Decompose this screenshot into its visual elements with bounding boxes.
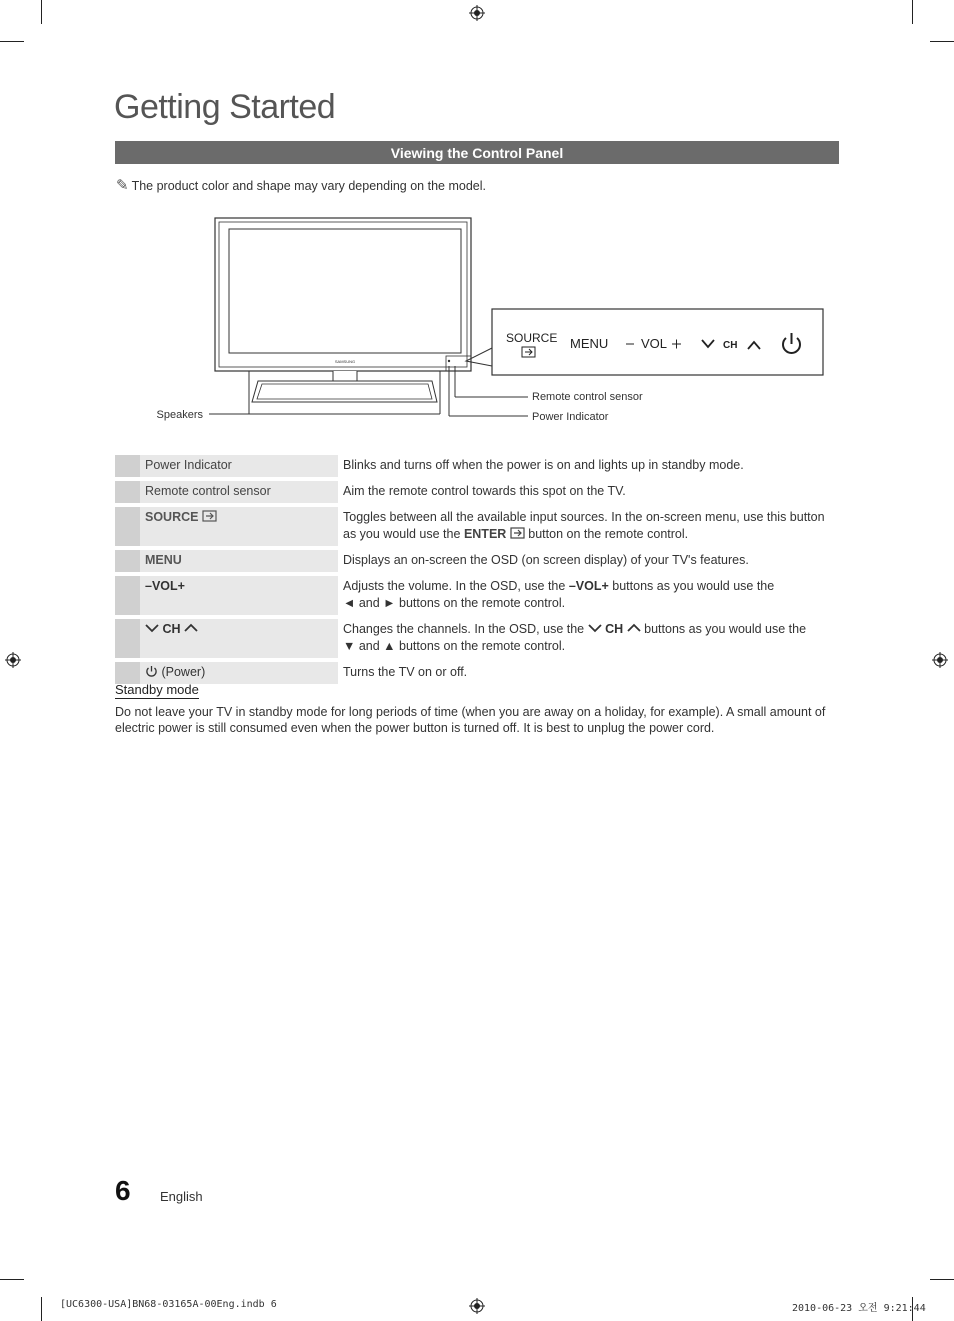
minus-icon: – (568, 579, 576, 593)
table-row (115, 550, 839, 572)
slug-date: 2010-06-23 오전 9:21:44 (792, 1303, 926, 1314)
callout-speakers: Speakers (156, 409, 203, 421)
table-row (115, 619, 839, 658)
section-banner: Viewing the Control Panel (115, 141, 839, 164)
chevron-down-icon (145, 623, 159, 633)
model-note-text: The product color and shape may vary depending on the model. (131, 179, 486, 193)
table-row (115, 662, 839, 684)
row-desc: Aim the remote control towards this spot on the TV. (343, 484, 626, 498)
power-icon (145, 665, 158, 678)
chevron-down-icon (588, 623, 602, 633)
table-row (115, 576, 839, 615)
row-desc: Blinks and turns off when the power is on and lights up in standby mode. (343, 458, 744, 472)
row-desc: Adjusts the volume. In the OSD, use the –VOL+ buttons as you would use the ◄ and ► buttons on the remote control. (343, 579, 775, 610)
row-desc: Toggles between all the available input sources. In the on-screen menu, use this button as you would use the ENTER button on the remote control. (343, 510, 825, 541)
page-title: Getting Started (114, 88, 336, 126)
row-desc: Turns the TV on or off. (343, 665, 468, 679)
tv-screen (229, 229, 461, 353)
row-label-power: (Power) (140, 662, 338, 684)
row-label-vol: –VOL+ (140, 576, 338, 615)
source-icon (202, 510, 217, 522)
callout-remote-sensor: Remote control sensor (532, 391, 643, 403)
crop-mark (41, 1297, 42, 1321)
panel-source-label: SOURCE (506, 331, 558, 345)
panel-menu-label: MENU (570, 336, 609, 351)
row-label-source (140, 507, 338, 546)
row-desc: Displays an on-screen the OSD (on screen display) of your TV's features. (343, 553, 749, 567)
row-label: Power Indicator (140, 455, 338, 477)
row-label: Remote control sensor (140, 481, 338, 503)
row-label-text: SOURCE (145, 510, 199, 524)
panel-ch-label: CH (723, 340, 738, 351)
crop-mark (0, 1279, 24, 1280)
crop-mark (930, 1279, 954, 1280)
table-row (115, 507, 839, 546)
standby-text: Do not leave your TV in standby mode for long periods of time (when you are away on a holiday, for example). A small amount of electric power is still consumed even when the power button is turned off. It is best to unplug the power cord. (115, 705, 826, 735)
control-panel-table (115, 451, 839, 688)
enter-icon (510, 527, 525, 539)
chevron-up-icon (184, 623, 198, 633)
table-row (115, 455, 839, 477)
registration-mark-icon (5, 652, 21, 668)
page-language: English (160, 1189, 203, 1204)
registration-mark-icon (469, 1298, 485, 1314)
sensor-dot (448, 360, 450, 362)
registration-mark-icon (932, 652, 948, 668)
tv-control-panel-diagram (0, 0, 954, 440)
chevron-up-icon (627, 623, 641, 633)
row-label-ch: CH (140, 619, 338, 658)
table-row (115, 481, 839, 503)
minus-icon: – (145, 579, 152, 593)
plus-icon: + (601, 579, 609, 593)
pencil-note-icon: ✎ (116, 177, 129, 194)
row-desc: Changes the channels. In the OSD, use the CH buttons as you would use the ▼ and ▲ buttons on the remote control. (343, 622, 807, 653)
page-number: 6 (115, 1175, 131, 1206)
slug-file: [UC6300-USA]BN68-03165A-00Eng.indb 6 (60, 1299, 277, 1310)
plus-icon: + (177, 579, 185, 593)
brand-logo: SAMSUNG (334, 359, 356, 364)
panel-vol-label: VOL (641, 336, 668, 351)
callout-power-indicator: Power Indicator (532, 411, 609, 423)
row-label: MENU (140, 550, 338, 572)
enter-key-label: ENTER (463, 527, 507, 541)
standby-heading: Standby mode (115, 682, 199, 697)
